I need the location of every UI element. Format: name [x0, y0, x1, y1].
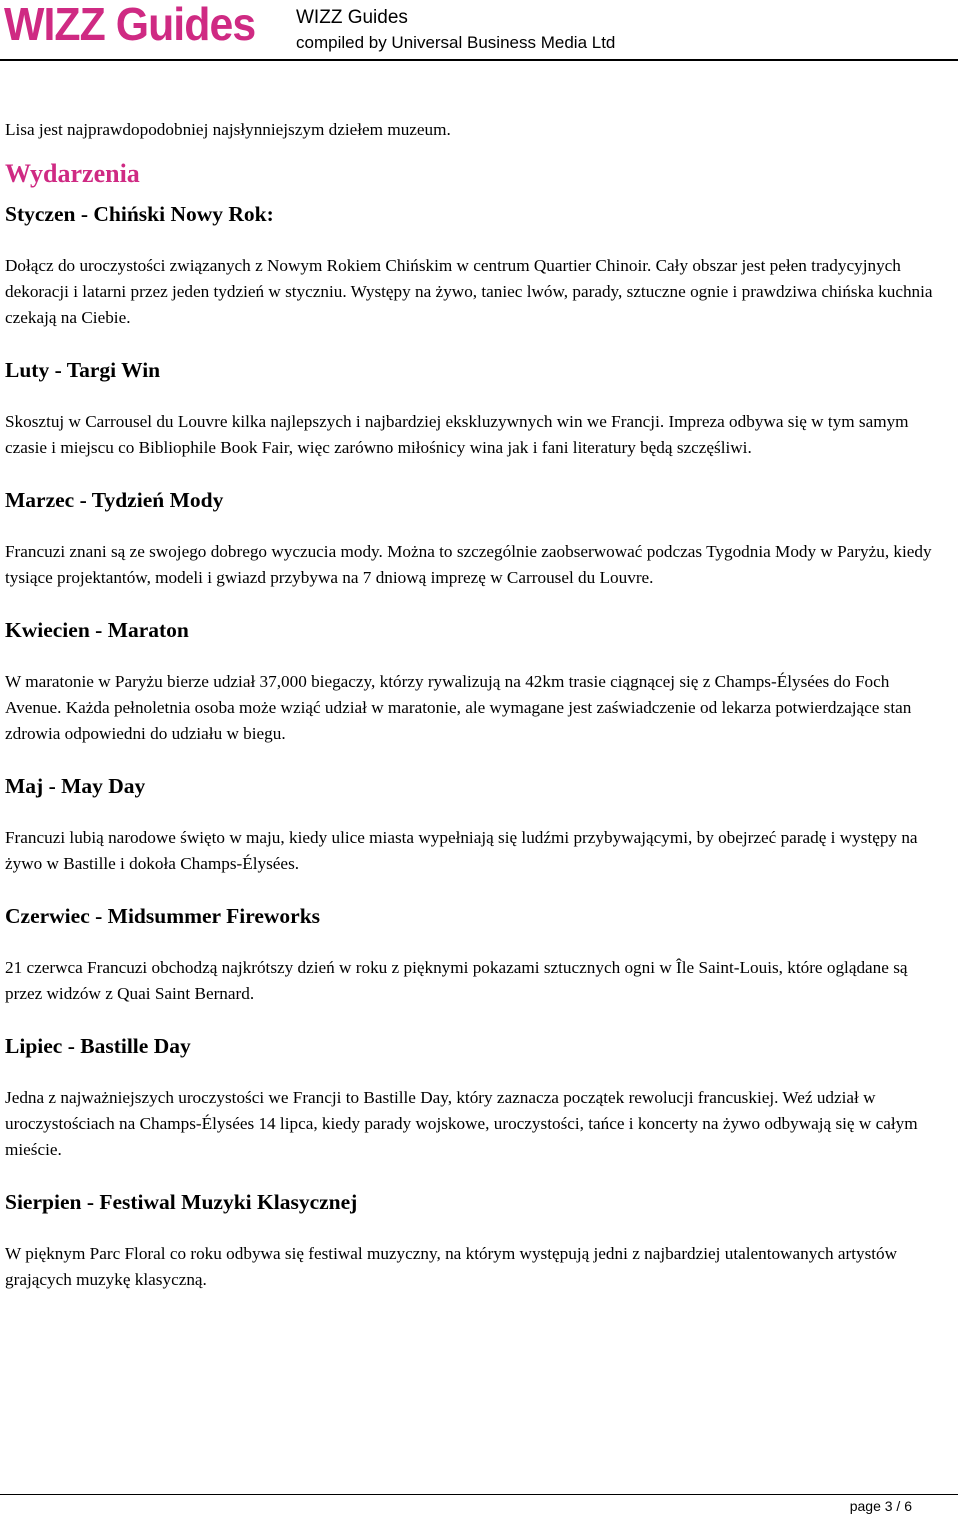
event-body: Francuzi znani są ze swojego dobrego wyczucia mody. Można to szczególnie zaobserwować podczas Tygodnia Mody w Paryżu, kiedy tysiące projektantów, modeli i gwiazd przybywa na 7 dniową imprezę w Carrousel du Louvre. [5, 542, 932, 587]
event-body: 21 czerwca Francuzi obchodzą najkrótszy dzień w roku z pięknymi pokazami sztucznych ogni w Île Saint-Louis, które oglądane są przez widzów z Quai Saint Bernard. [5, 958, 908, 1003]
event-heading: Maj - May Day [5, 774, 146, 798]
page-content [5, 117, 935, 1293]
event-heading: Styczen - Chiński Nowy Rok: [5, 202, 274, 226]
header-divider [0, 59, 958, 61]
header-title: WIZZ Guides [296, 7, 408, 28]
event-heading: Czerwiec - Midsummer Fireworks [5, 904, 321, 928]
event-body: Skosztuj w Carrousel du Louvre kilka najlepszych i najbardziej ekskluzywnych win we Francji. Impreza odbywa się w tym samym czasie i miejscu co Bibliophile Book Fair, więc zarówno miłośnicy wina jak i fani literatury będą szczęśliwi. [5, 412, 909, 457]
event-heading: Kwiecien - Maraton [5, 618, 189, 642]
footer-divider [0, 1494, 958, 1495]
event-body: Francuzi lubią narodowe święto w maju, kiedy ulice miasta wypełniają się ludźmi przybywającymi, by obejrzeć paradę i występy na żywo w Bastille i dokoła Champs-Élysées. [5, 828, 918, 873]
event-heading: Lipiec - Bastille Day [5, 1034, 191, 1058]
event-body: W pięknym Parc Floral co roku odbywa się festiwal muzyczny, na którym występują jedni z najbardziej utalentowanych artystów grających muzykę klasyczną. [5, 1244, 898, 1289]
section-title: Wydarzenia [5, 159, 140, 188]
wizz-guides-logo: WIZZ Guides [4, 0, 256, 50]
page-header [0, 0, 960, 60]
event-body: Dołącz do uroczystości związanych z Nowym Rokiem Chińskim w centrum Quartier Chinoir. Cały obszar jest pełen tradycyjnych dekoracji i latarni przez jeden tydzień w styczniu. Występy na żywo, taniec lwów, parady, sztuczne ognie i prawdziwa chińska kuchnia czekają na Ciebie. [5, 256, 933, 327]
event-body: Jedna z najważniejszych uroczystości we Francji to Bastille Day, który zaznacza początek rewolucji francuskiej. Weź udział w uroczystościach na Champs-Élysées 14 lipca, kiedy parady wojskowe, uroczystości, tańce i koncerty na żywo odbywają się w całym mieście. [5, 1088, 918, 1159]
event-heading: Marzec - Tydzień Mody [5, 488, 224, 512]
page-number: page 3 / 6 [849, 1498, 912, 1514]
intro-paragraph: Lisa jest najprawdopodobniej najsłynniejszym dziełem muzeum. [5, 120, 451, 139]
header-subtitle: compiled by Universal Business Media Ltd [296, 33, 616, 52]
event-heading: Sierpien - Festiwal Muzyki Klasycznej [5, 1190, 358, 1214]
event-body: W maratonie w Paryżu bierze udział 37,000 biegaczy, którzy rywalizują na 42km trasie ciągnącej się z Champs-Élysées do Foch Avenue. Każda pełnoletnia osoba może wziąć udział w maratonie, ale wymagane jest zaświadczenie od lekarza potwierdzające stan zdrowia odpowiedni do udziału w biegu. [5, 672, 912, 743]
event-heading: Luty - Targi Win [5, 358, 161, 382]
